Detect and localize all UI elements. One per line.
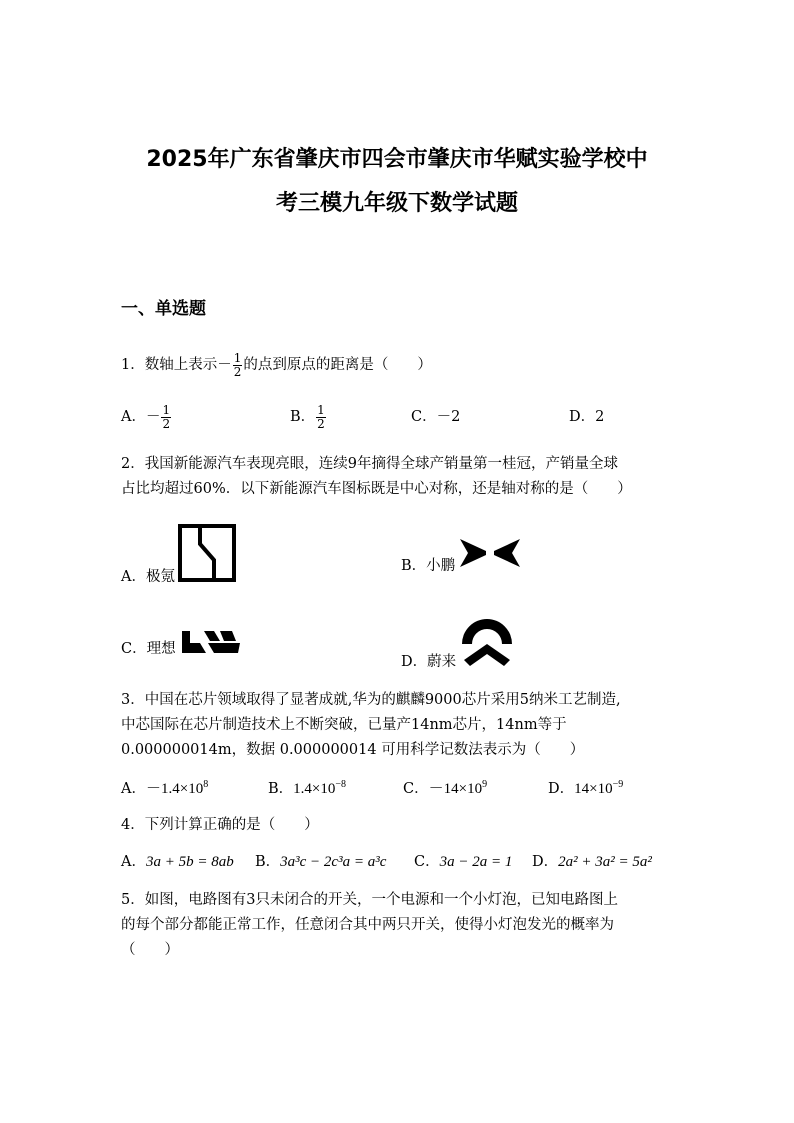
option-label: C．: [414, 854, 440, 870]
question-2-option-d[interactable]: D．蔚来: [401, 654, 457, 670]
fraction-denominator: 2: [233, 364, 242, 379]
option-label: B．: [268, 781, 294, 797]
option-expression: 3a − 2a = 1: [439, 854, 513, 870]
question-3-option-b[interactable]: [268, 780, 346, 797]
page-title-line2: 考三模九年级下数学试题: [275, 191, 518, 216]
question-5-line-1: 5．如图，电路图有3只未闭合的开关，一个电源和一个小灯泡，已知电路图上: [121, 892, 618, 908]
question-5-line-3: （ ）: [121, 942, 179, 958]
fraction-denominator: 2: [162, 416, 171, 431]
sci-base: －14×10: [428, 781, 483, 797]
question-2-option-a[interactable]: A．极氪: [121, 569, 175, 585]
option-label: C．: [403, 781, 429, 797]
question-1-option-b[interactable]: [290, 404, 327, 430]
question-4-option-d[interactable]: [532, 855, 652, 870]
option-label: A．: [121, 854, 146, 870]
section-heading-single-choice: 一、单选题: [121, 299, 206, 319]
question-3-line-2: 中芯国际在芯片制造技术上不断突破，已量产14nm芯片，14nm等于: [121, 717, 567, 733]
option-label: D．: [548, 781, 575, 797]
fraction-denominator: 2: [317, 416, 325, 431]
option-label: A．: [121, 781, 146, 797]
sci-base: 1.4×10: [293, 781, 336, 797]
sci-exponent: −9: [612, 779, 624, 790]
option-label: B．: [290, 409, 316, 426]
sci-exponent: 9: [482, 779, 488, 790]
sci-exponent: −8: [335, 779, 347, 790]
question-3-option-a[interactable]: [121, 780, 208, 797]
fraction-numerator: 1: [317, 403, 325, 417]
question-3-line-3: 0.000000014m，数据 0.000000014 可用科学记数法表示为（ ）: [121, 742, 585, 758]
sci-base: 14×10: [574, 781, 613, 797]
question-1-option-a[interactable]: [121, 404, 172, 430]
question-5-line-2: 的每个部分都能正常工作，任意闭合其中两只开关，使得小灯泡发光的概率为: [121, 917, 614, 933]
question-2-option-b[interactable]: B．小鹏: [401, 558, 456, 574]
nio-logo-icon: [458, 614, 516, 672]
option-b-fraction: [316, 404, 326, 430]
question-4-line-1: 4．下列计算正确的是（ ）: [121, 817, 319, 833]
fraction-numerator: 1: [233, 351, 242, 365]
question-1-fraction: [233, 352, 243, 378]
option-label: A．－: [121, 409, 161, 426]
question-1: [121, 352, 432, 378]
question-2-option-c[interactable]: C．理想: [121, 641, 176, 657]
question-3-line-1: 3．中国在芯片领域取得了显著成就,华为的麒麟9000芯片采用5纳米工艺制造,: [121, 692, 621, 708]
xpeng-logo-icon: [459, 536, 521, 570]
question-3-option-d[interactable]: [548, 780, 623, 797]
option-a-fraction: [161, 404, 171, 430]
li-auto-logo-icon: [180, 629, 240, 655]
question-1-option-c[interactable]: C．－2: [411, 409, 461, 425]
option-expression: 2a² + 3a² = 5a²: [558, 854, 652, 870]
question-1-prefix: 1．数轴上表示－: [121, 357, 232, 374]
page-title-line1: 2025年广东省肇庆市四会市肇庆市华赋实验学校中: [146, 147, 648, 172]
option-expression: 3a + 5b = 8ab: [145, 854, 234, 870]
sci-exponent: 8: [203, 779, 209, 790]
question-4-option-a[interactable]: [121, 855, 234, 870]
question-4-option-b[interactable]: [255, 855, 386, 870]
question-2-line-1: 2．我国新能源汽车表现亮眼，连续9年摘得全球产销量第一桂冠，产销量全球: [121, 456, 618, 472]
sci-base: －1.4×10: [145, 781, 204, 797]
option-label: D．: [532, 854, 559, 870]
question-4-option-c[interactable]: [414, 855, 512, 870]
question-3-option-c[interactable]: [403, 780, 487, 797]
zeekr-logo-icon: [178, 524, 236, 582]
fraction-numerator: 1: [162, 403, 171, 417]
question-1-suffix: 的点到原点的距离是（ ）: [243, 357, 432, 374]
question-2-line-2: 占比均超过60%．以下新能源汽车图标既是中心对称，还是轴对称的是（ ）: [121, 481, 632, 497]
question-1-option-d[interactable]: D．2: [569, 409, 605, 425]
option-expression: 3a³c − 2c³a = a³c: [280, 854, 387, 870]
option-label: B．: [255, 854, 281, 870]
